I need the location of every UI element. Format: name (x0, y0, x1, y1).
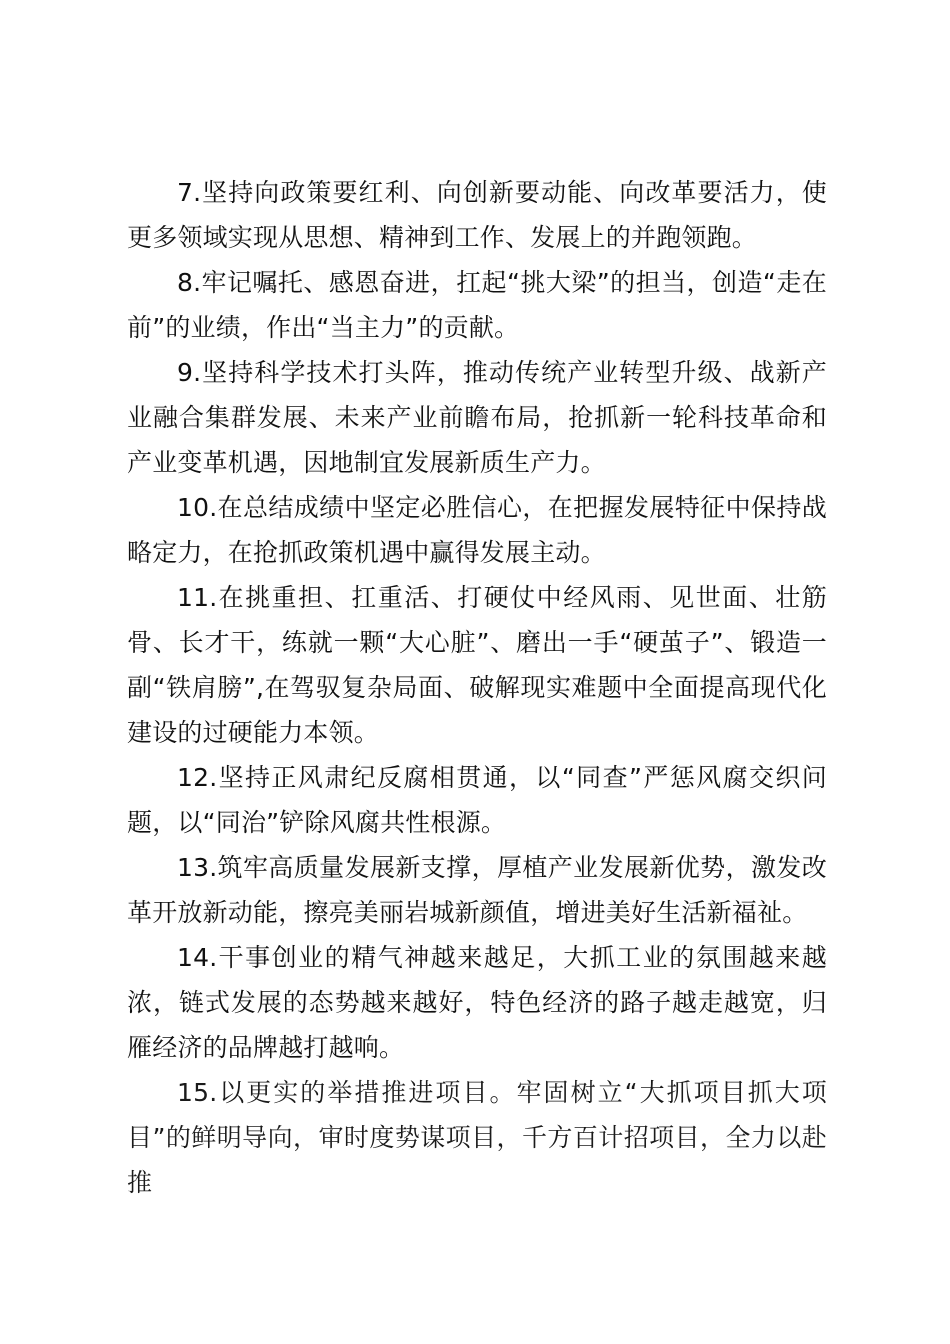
paragraph-11: 11.在挑重担、扛重活、打硬仗中经风雨、见世面、壮筋骨、长才干，练就一颗“大心脏”、磨出一手“硬茧子”、锻造一副“铁肩膀”,在驾驭复杂局面、破解现实难题中全面提高现代化建设的过硬能力本领。 (127, 583, 827, 747)
paragraph-9: 9.坚持科学技术打头阵，推动传统产业转型升级、战新产业融合集群发展、未来产业前瞻布局，抢抓新一轮科技革命和产业变革机遇，因地制宜发展新质生产力。 (127, 358, 827, 477)
paragraph-15: 15.以更实的举措推进项目。牢固树立“大抓项目抓大项目”的鲜明导向，审时度势谋项目，千方百计招项目，全力以赴推 (127, 1078, 827, 1197)
paragraph-14: 14.干事创业的精气神越来越足，大抓工业的氛围越来越浓，链式发展的态势越来越好，特色经济的路子越走越宽，归雁经济的品牌越打越响。 (127, 943, 827, 1062)
paragraph-8: 8.牢记嘱托、感恩奋进，扛起“挑大梁”的担当，创造“走在前”的业绩，作出“当主力”的贡献。 (127, 268, 827, 342)
paragraph-10: 10.在总结成绩中坚定必胜信心，在把握发展特征中保持战略定力，在抢抓政策机遇中赢得发展主动。 (127, 493, 827, 567)
paragraph-12: 12.坚持正风肃纪反腐相贯通，以“同查”严惩风腐交织问题，以“同治”铲除风腐共性根源。 (127, 763, 827, 837)
paragraph-13: 13.筑牢高质量发展新支撑，厚植产业发展新优势，激发改革开放新动能，擦亮美丽岩城新颜值，增进美好生活新福祉。 (127, 853, 827, 927)
paragraph-7: 7.坚持向政策要红利、向创新要动能、向改革要活力，使更多领域实现从思想、精神到工作、发展上的并跑领跑。 (127, 178, 827, 252)
document-body (127, 170, 827, 1205)
